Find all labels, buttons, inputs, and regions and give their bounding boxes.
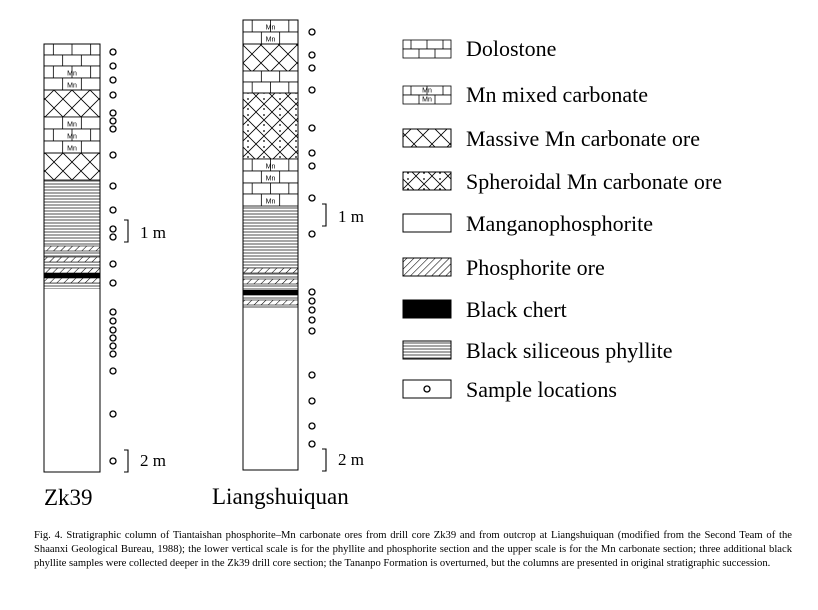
- layer-phyllite: [243, 206, 298, 268]
- layer-phosphorite: [243, 300, 298, 305]
- layer-phyllite: [44, 251, 100, 257]
- layer-phyllite: [243, 273, 298, 279]
- svg-text:Mn: Mn: [67, 145, 77, 153]
- sample-marker: [309, 372, 315, 378]
- sample-marker: [309, 328, 315, 334]
- layer-phosphorite: [44, 268, 100, 273]
- layer-mn-mixed: [44, 117, 100, 129]
- sample-marker: [309, 52, 315, 58]
- sample-marker: [309, 289, 315, 295]
- layer-mn-mixed: [243, 20, 298, 32]
- legend-swatch-sample-locations: [403, 380, 451, 398]
- column-liangshuiquan-upper-scale-bracket: [322, 204, 326, 226]
- layer-mn-mixed: [44, 78, 100, 90]
- sample-marker: [110, 261, 116, 267]
- legend: [403, 36, 722, 402]
- svg-text:Mn: Mn: [67, 133, 77, 141]
- layer-massive-mn: [243, 44, 298, 71]
- legend-label-black-siliceous-phyllite: Black siliceous phyllite: [466, 338, 673, 363]
- legend-label-dolostone: Dolostone: [466, 36, 557, 61]
- layer-chert: [243, 290, 298, 295]
- legend-label-black-chert: Black chert: [466, 297, 567, 322]
- layer-massive-mn: [44, 90, 100, 117]
- layer-phyllite: [243, 295, 298, 300]
- layer-mn-mixed: [44, 141, 100, 153]
- legend-item-phosphorite-ore: [403, 255, 605, 280]
- layer-dolostone: [44, 44, 100, 55]
- layer-phyllite: [243, 305, 298, 309]
- legend-item-massive-mn-carbonate-ore: [403, 126, 700, 151]
- column-liangshuiquan-upper-scale-label: 1 m: [338, 207, 364, 226]
- legend-label-massive-mn-carbonate-ore: Massive Mn carbonate ore: [466, 126, 700, 151]
- sample-marker: [110, 351, 116, 357]
- column-zk39-layers: [44, 44, 100, 289]
- sample-marker: [110, 110, 116, 116]
- layer-mn-mixed: [243, 171, 298, 183]
- layer-chert: [44, 273, 100, 278]
- legend-swatch-black-siliceous-phyllite: [403, 341, 451, 359]
- svg-text:Mn: Mn: [67, 70, 77, 78]
- column-liangshuiquan-lower-scale-label: 2 m: [338, 450, 364, 469]
- column-zk39-upper-scale-bracket: [124, 220, 128, 242]
- sample-marker: [110, 234, 116, 240]
- sample-marker: [110, 368, 116, 374]
- sample-marker: [110, 335, 116, 341]
- column-zk39-lower-scale-label: 2 m: [140, 451, 166, 470]
- sample-marker: [309, 231, 315, 237]
- layer-spheroidal-mn: [243, 93, 298, 159]
- figure-caption: Fig. 4. Stratigraphic column of Tiantaishan phosphorite–Mn carbonate ores from drill core Zk39 and from outcrop at Liangshuiquan (modified from the Second Team of the Shaanxi Geological Bureau, 1988); the lower vertical scale is for the phyllite and phosphorite section and the upper scale is for the Mn carbonate section; three additional black phyllite samples were collected deeper in the Zk39 drill core section; the Tananpo Formation is overturned, but the columns are presented in original stratigraphic succession.: [34, 529, 792, 569]
- legend-swatch-dolostone: [403, 40, 451, 58]
- sample-marker: [110, 77, 116, 83]
- layer-phyllite: [243, 284, 298, 290]
- sample-marker: [110, 327, 116, 333]
- layer-phosphorite: [44, 278, 100, 283]
- sample-marker: [309, 398, 315, 404]
- column-zk39-lower-scale-bracket: [124, 450, 128, 472]
- legend-label-sample-locations: Sample locations: [466, 377, 617, 402]
- sample-marker: [110, 126, 116, 132]
- sample-marker: [309, 423, 315, 429]
- sample-marker: [110, 458, 116, 464]
- svg-text:Mn: Mn: [422, 87, 432, 95]
- sample-marker: [309, 195, 315, 201]
- sample-marker: [110, 183, 116, 189]
- layer-phyllite: [44, 262, 100, 268]
- sample-marker: [309, 65, 315, 71]
- sample-marker: [110, 343, 116, 349]
- layer-phosphorite: [44, 257, 100, 262]
- layer-phyllite: [44, 180, 100, 246]
- legend-item-black-siliceous-phyllite: [403, 338, 673, 363]
- legend-swatch-mn-mixed-carbonate: [403, 86, 451, 104]
- layer-mn-mixed: [243, 159, 298, 171]
- legend-label-spheroidal-mn-carbonate-ore: Spheroidal Mn carbonate ore: [466, 169, 722, 194]
- layer-phyllite: [44, 283, 100, 289]
- legend-swatch-black-chert: [403, 300, 451, 318]
- layer-mn-mixed: [243, 194, 298, 206]
- layer-mn-mixed: [243, 32, 298, 44]
- legend-swatch-phosphorite-ore: [403, 258, 451, 276]
- layer-dolostone: [243, 82, 298, 93]
- sample-marker: [309, 317, 315, 323]
- legend-label-mn-mixed-carbonate: Mn mixed carbonate: [466, 82, 649, 107]
- sample-marker: [309, 29, 315, 35]
- column-liangshuiquan-layers: [243, 20, 298, 309]
- legend-item-mn-mixed-carbonate: [403, 82, 648, 107]
- legend-item-dolostone: [403, 36, 556, 61]
- legend-swatch-spheroidal-mn-carbonate-ore: [403, 172, 451, 190]
- column-liangshuiquan-samples: [309, 29, 315, 447]
- sample-marker: [110, 280, 116, 286]
- svg-text:Mn: Mn: [265, 163, 276, 171]
- svg-text:Mn: Mn: [265, 24, 276, 32]
- sample-marker: [110, 49, 116, 55]
- sample-marker: [110, 318, 116, 324]
- svg-text:Mn: Mn: [265, 175, 276, 183]
- sample-marker: [309, 87, 315, 93]
- legend-label-manganophosphorite: Manganophosphorite: [466, 211, 653, 236]
- sample-marker: [110, 207, 116, 213]
- column-zk39-samples: [110, 49, 116, 464]
- svg-text:Mn: Mn: [265, 198, 276, 206]
- sample-marker: [110, 118, 116, 124]
- layer-phosphorite: [243, 268, 298, 273]
- sample-marker: [309, 163, 315, 169]
- layer-massive-mn: [44, 153, 100, 180]
- layer-dolostone: [44, 55, 100, 66]
- layer-phosphorite: [44, 246, 100, 251]
- layer-phosphorite: [243, 279, 298, 284]
- layer-dolostone: [243, 71, 298, 82]
- column-liangshuiquan-label: Liangshuiquan: [212, 484, 349, 509]
- sample-marker: [309, 298, 315, 304]
- layer-dolostone: [243, 183, 298, 194]
- legend-item-spheroidal-mn-carbonate-ore: [403, 169, 722, 194]
- column-liangshuiquan-lower-scale-bracket: [322, 449, 326, 471]
- layer-mn-mixed: [44, 129, 100, 141]
- svg-text:Mn: Mn: [67, 82, 77, 90]
- svg-text:Mn: Mn: [67, 121, 77, 129]
- svg-text:Mn: Mn: [265, 36, 276, 44]
- legend-item-manganophosphorite: [403, 211, 653, 236]
- sample-marker: [309, 150, 315, 156]
- legend-swatch-massive-mn-carbonate-ore: [403, 129, 451, 147]
- svg-text:Mn: Mn: [422, 96, 432, 104]
- column-zk39: [44, 44, 166, 510]
- sample-marker: [110, 92, 116, 98]
- sample-marker: [309, 307, 315, 313]
- sample-marker: [110, 226, 116, 232]
- sample-marker: [110, 309, 116, 315]
- layer-mn-mixed: [44, 66, 100, 78]
- sample-marker: [309, 125, 315, 131]
- column-liangshuiquan: [212, 20, 364, 509]
- legend-item-sample-locations: [403, 377, 617, 402]
- sample-marker: [110, 152, 116, 158]
- legend-swatch-manganophosphorite: [403, 214, 451, 232]
- sample-marker: [110, 411, 116, 417]
- sample-marker: [110, 63, 116, 69]
- legend-item-black-chert: [403, 297, 567, 322]
- column-zk39-label: Zk39: [44, 485, 93, 510]
- column-zk39-upper-scale-label: 1 m: [140, 223, 166, 242]
- legend-label-phosphorite-ore: Phosphorite ore: [466, 255, 605, 280]
- sample-marker: [309, 441, 315, 447]
